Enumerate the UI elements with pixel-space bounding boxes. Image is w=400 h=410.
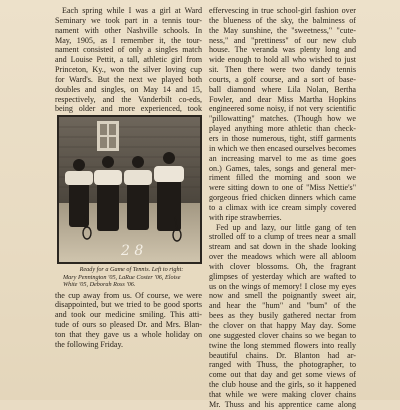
text-line: beautiful chains. Dr. Blanton had ar- (209, 350, 356, 360)
text-line: us on the wings of memory! I close my eyes (209, 281, 356, 291)
text-line: stream and sat down in the shade looking (209, 242, 356, 252)
text-line: the following Friday. (55, 339, 124, 349)
right-column (209, 6, 356, 410)
text-line: house. The veranda was plenty long and (209, 45, 356, 55)
text-line: twine the long stemmed flowers into really (209, 340, 356, 350)
text-line: glimpses of yesterday which are wafted to (209, 271, 356, 281)
text-line: the clover on that happy May day. Some (209, 321, 356, 330)
text-line: May, 1905, as I remember it, the tour- (55, 35, 202, 45)
text-line: ton that they gave us a whole holiday on (55, 329, 202, 339)
text-line: with ripe strawberries. (209, 212, 282, 222)
text-line: come out that day and get some views of (209, 370, 356, 380)
left-text-bottom (55, 291, 202, 350)
text-line: that while we were making clover chains (209, 389, 356, 399)
left-text-top (55, 6, 202, 114)
text-line: gorgeous fried chicken dinners which came (209, 193, 356, 203)
text-line: Fowler, and dear Miss Martha Hopkins (209, 94, 356, 104)
text-line: courts, a golf course, and a sort of base- (209, 74, 356, 84)
caption-line: Ready for a Game of Tennis. Left to right: (79, 266, 184, 274)
text-line: in which we then encased ourselves becomes (209, 143, 356, 153)
text-line: with clover blossoms. Oh, the fragrant (209, 261, 356, 271)
text-line: the cup away from us. Of course, we were (55, 290, 202, 300)
text-line: the club house and the girls, so it happened (209, 380, 356, 390)
text-line: engineered some noisy, if not very scientific (209, 104, 356, 114)
text-line: now and smell the poignantly sweet air, (209, 291, 356, 301)
text-line: bees as they busily gathered nectar from (209, 311, 356, 321)
caption-line: White '05, Deborah Ross '06. (63, 281, 136, 289)
text-line: tude of ours so pleased Dr. and Mrs. Blan- (55, 320, 202, 330)
text-line: and took our medicine smiling. This atti- (55, 310, 202, 320)
text-line: strolled off to a clump of trees near a small (209, 232, 356, 242)
text-line: and hear the "hum" and "bum" of the (209, 301, 356, 311)
text-line: effervescing in true school-girl fashion over (209, 6, 356, 15)
photo-caption (63, 266, 200, 288)
text-line: over the meadows which were all abloom (209, 252, 356, 262)
text-line: riment filled the morning and soon we (209, 173, 356, 183)
text-line: the blueness of the sky, the balminess of (209, 15, 356, 25)
text-line: doubles and singles, on May 14 and 15, (55, 84, 202, 94)
text-line: disappointed, but we tried to be good sports (55, 300, 202, 310)
text-line: one suggested clover chains so we began to (209, 330, 356, 340)
text-line: nament consisted of only a singles match (55, 45, 202, 55)
text-line: for Ward's. But the next we played both (55, 74, 202, 84)
text-line: being older and more experienced, took (55, 104, 202, 114)
text-line: wide enough to hold all who wished to just (209, 55, 356, 65)
text-line: played anything more athletic than check- (209, 124, 356, 134)
text-line: an increasing marvel to me as time goes (209, 153, 356, 163)
text-line: and Louise Pettit, a tall, athletic girl from (55, 55, 202, 65)
tennis-photo-figure (57, 115, 202, 288)
text-line: respectively, and the Vanderbilt co-eds, (55, 94, 202, 104)
tennis-photo (57, 115, 202, 264)
text-line: ranged with Thuss, the photographer, to (209, 360, 356, 370)
text-line: to a climax with ice cream simply covered (209, 202, 356, 212)
text-line: ers in those numerous, tight, stiff garments (209, 133, 356, 143)
text-line: Fed up and lazy, our little gang of ten (216, 222, 356, 232)
photo-handwritten-numbers: 2 8 (121, 243, 144, 260)
text-line: Princeton, Ky., won the silver loving cup (55, 65, 202, 75)
text-line: the May sunshine, the "sweetness," "cute- (209, 25, 356, 35)
text-line: Seminary we took part in a tennis tour- (55, 15, 202, 25)
text-line: on.) Games, tales, songs and general mer- (209, 163, 356, 173)
text-line: "pillowatting" matches. (Though how we (209, 114, 356, 124)
text-line: nament with other Nashville schools. In (55, 25, 202, 35)
text-line: sit. Then there were two dandy tennis (209, 65, 356, 75)
text-line: ness," and "prettiness" of our new club (209, 35, 356, 45)
caption-line: Mary Pennington '05, LaRue Coster '06, Eloise (63, 273, 181, 281)
text-line: Each spring while I was a girl at Ward (62, 6, 202, 15)
left-column (55, 6, 202, 350)
text-line: Mr. Thuss and his apprentice came along (209, 399, 356, 409)
text-line: were sitting down to one of "Miss Nettie's" (209, 183, 356, 193)
text-line: ball diamond where Lila Nolan, Bertha (209, 84, 356, 94)
